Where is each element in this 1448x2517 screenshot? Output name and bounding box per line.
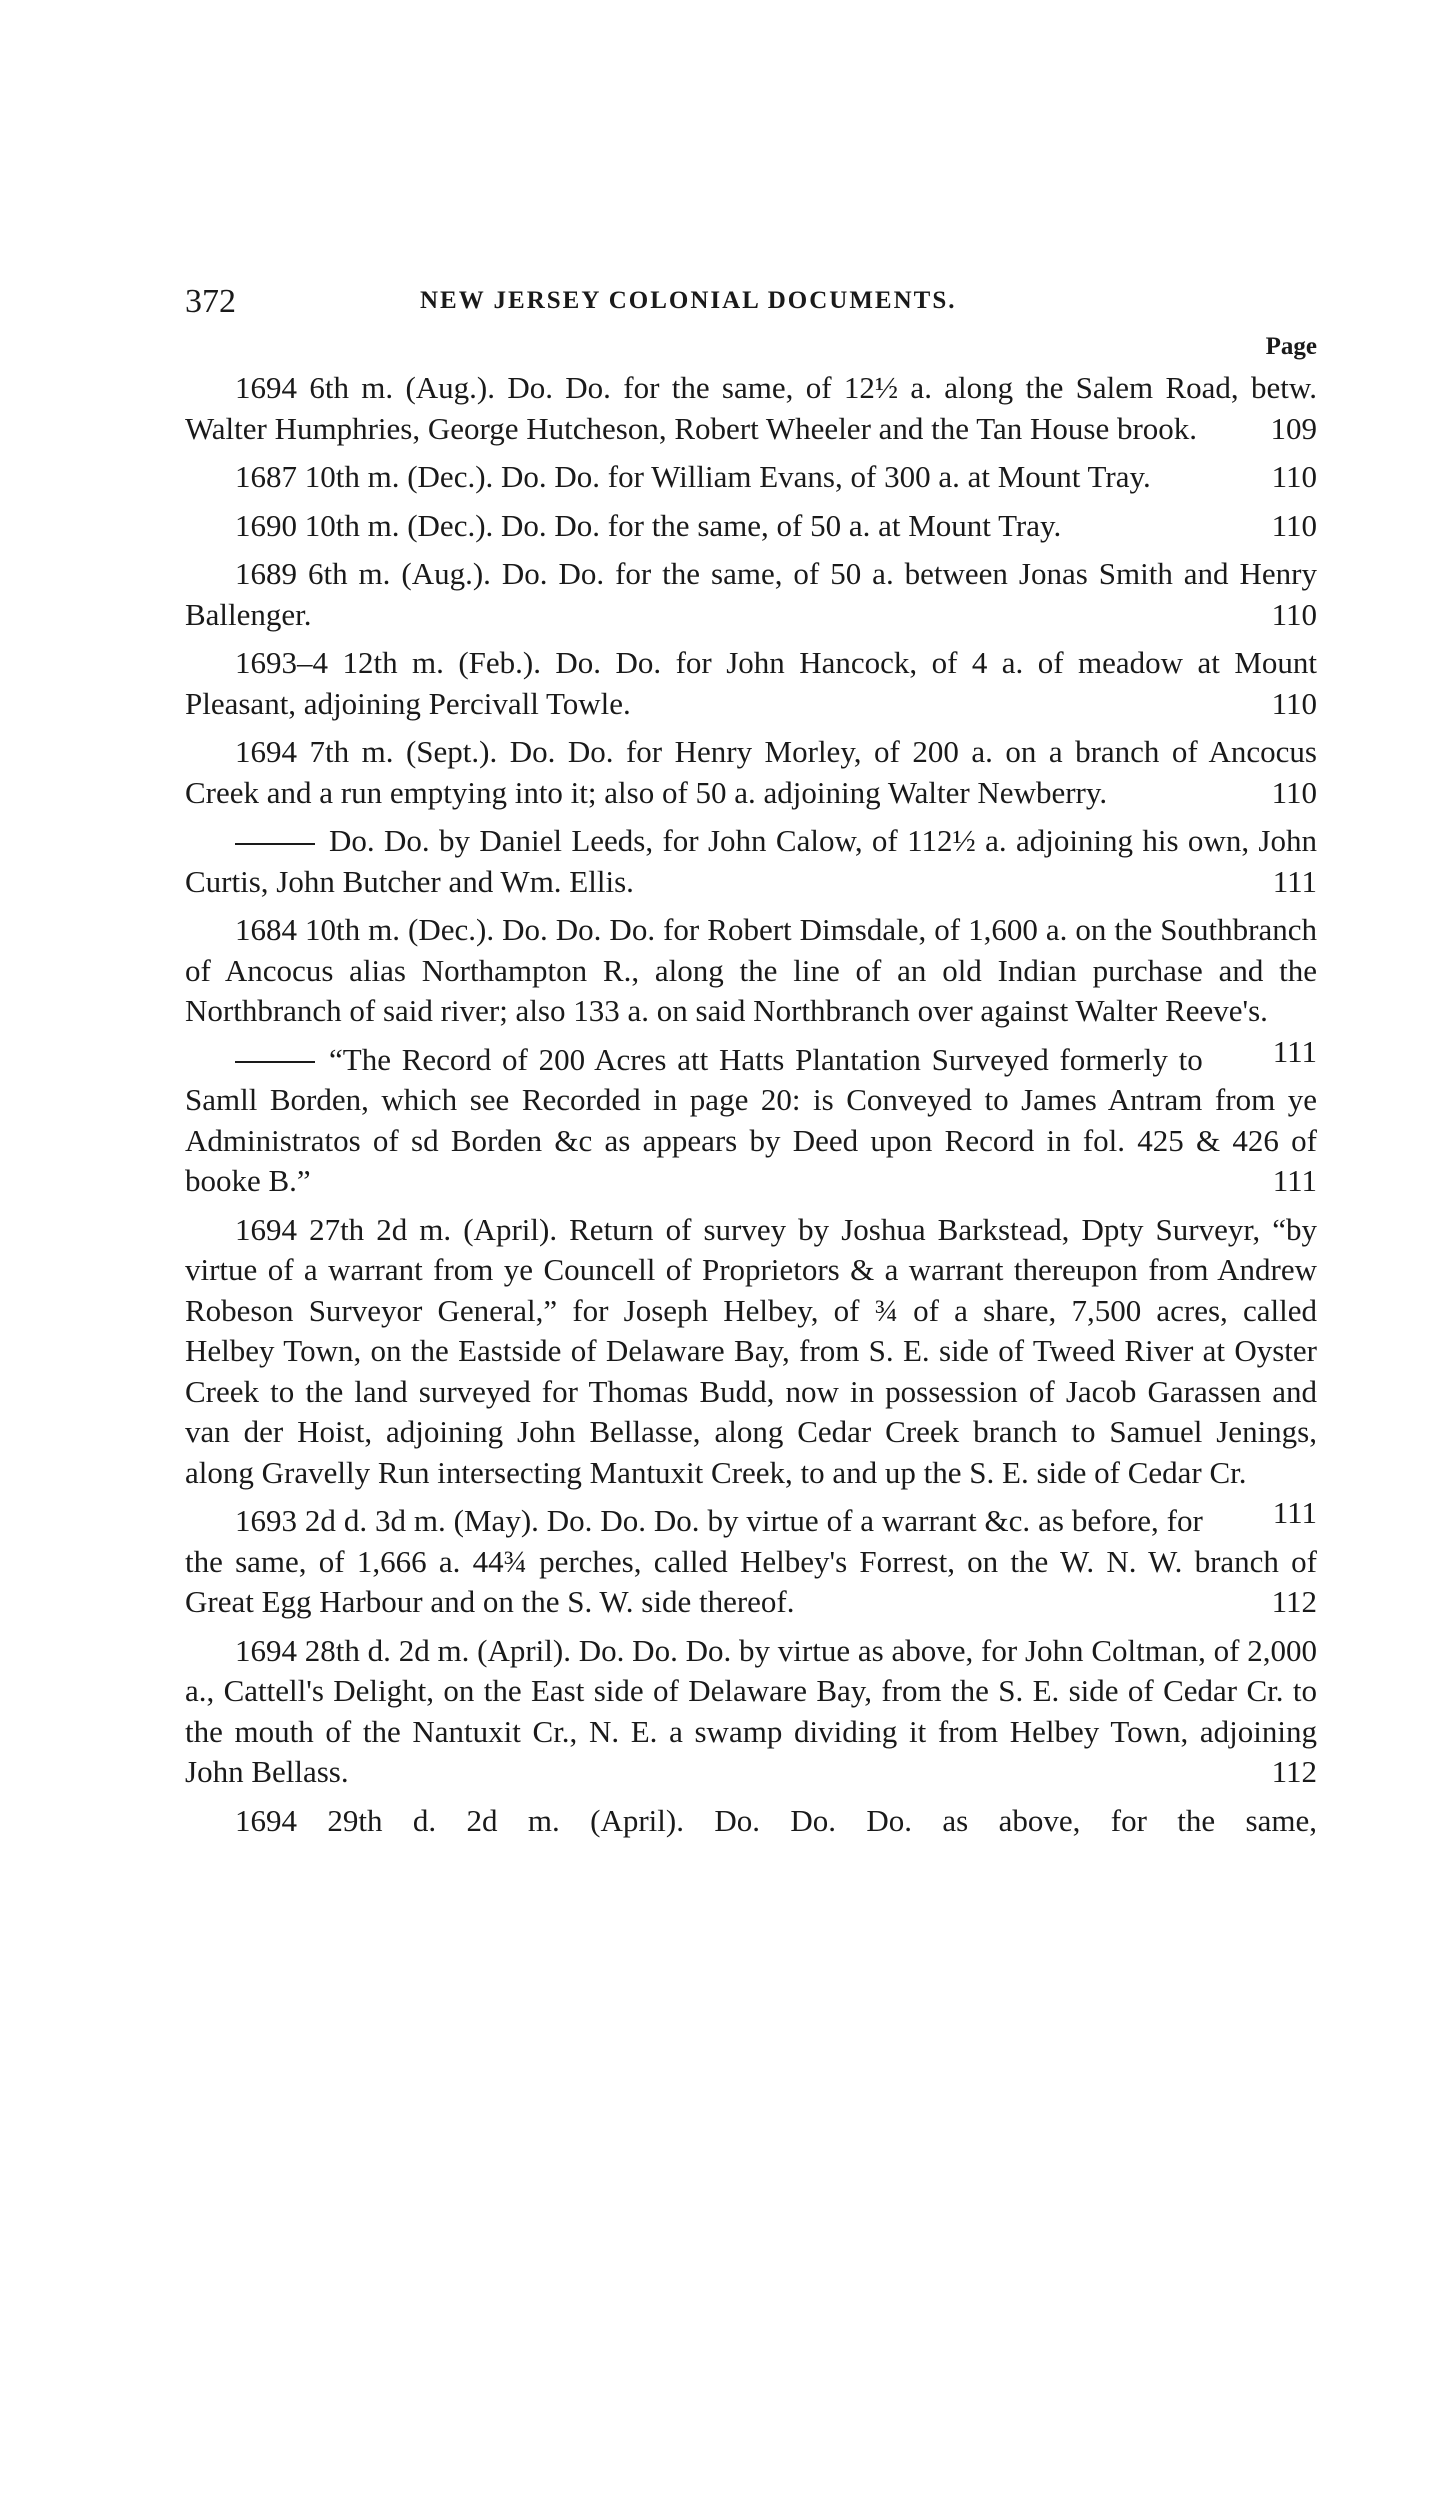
entry-text: “The Record of 200 Acres att Hatts Plantation Surveyed formerly to Samll Borden, which see Recorded in page 20: is Conveyed to James Antram from ye Administratos of sd Borden &c as appears by Deed upon Record in fol. 425 & 426 of booke B.” — [185, 1041, 1317, 1198]
entry-text: 1694 28th d. 2d m. (April). Do. Do. Do. by virtue as above, for John Coltman, of 2,000 a., Cattell's Delight, on the East side of Delaware Bay, from the S. E. side of Cedar Cr. to the mouth of the Nantuxit Cr., N. E. a swamp dividing it from Helbey Town, adjoining John Bellass. — [185, 1632, 1317, 1789]
entry-text: 1694 7th m. (Sept.). Do. Do. for Henry Morley, of 200 a. on a branch of Ancocus Creek and a run emptying into it; also of 50 a. adjoining Walter Newberry. — [185, 734, 1317, 810]
entry-text: 1689 6th m. (Aug.). Do. Do. for the same, of 50 a. between Jonas Smith and Henry Ballenger. — [185, 556, 1317, 632]
entry-text: 1693 2d d. 3d m. (May). Do. Do. Do. by virtue of a warrant &c. as before, for the same, of 1,666 a. 44¾ perches, called Helbey's Forrest, on the W. N. W. branch of Great Egg Harbour and on the S. W. side thereof. — [185, 1503, 1317, 1619]
entry-page-reference: 111 — [1272, 1163, 1317, 1198]
entry-page-reference: 111 — [1272, 1495, 1317, 1530]
entry-page-reference: 109 — [1270, 410, 1317, 446]
ditto-dash — [235, 1061, 315, 1063]
entry-page-reference: 110 — [1271, 596, 1317, 632]
entry-text: 1690 10th m. (Dec.). Do. Do. for the same, of 50 a. at Mount Tray. — [235, 507, 1062, 543]
entry-text: Do. Do. by Daniel Leeds, for John Calow, of 112½ a. adjoining his own, John Curtis, John Butcher and Wm. Ellis. — [185, 823, 1317, 899]
entry-paragraph — [185, 457, 1317, 498]
entry-paragraph — [185, 506, 1317, 547]
page-number: 372 — [185, 283, 236, 320]
entry-paragraph — [185, 1801, 1317, 1842]
entry-page-reference: 112 — [1271, 1584, 1317, 1619]
entry-page-reference: 110 — [1271, 685, 1317, 721]
entry-paragraph — [185, 554, 1317, 635]
entry-text: 1694 29th d. 2d m. (April). Do. Do. Do. as above, for the same, — [235, 1802, 1317, 1838]
entry-paragraph — [185, 1210, 1317, 1530]
page-column-label: Page — [1265, 333, 1317, 360]
entry-page-reference: 112 — [1271, 1754, 1317, 1789]
entry-text: 1693–4 12th m. (Feb.). Do. Do. for John Hancock, of 4 a. of meadow at Mount Pleasant, adjoining Percivall Towle. — [185, 645, 1317, 721]
running-head: NEW JERSEY COLONIAL DOCUMENTS. — [420, 287, 957, 314]
entry-paragraph — [185, 732, 1317, 813]
entry-paragraph — [185, 1040, 1317, 1202]
entry-page-reference: 111 — [1272, 1033, 1317, 1069]
entry-text: 1694 27th 2d m. (April). Return of survey by Joshua Barkstead, Dpty Surveyr, “by virtue of a warrant from ye Councell of Proprietors & a warrant thereupon from Andrew Robeson Surveyor General,” for Joseph Helbey, of ¾ of a share, 7,500 acres, called Helbey Town, on the Eastside of Delaware Bay, from S. E. side of Tweed River at Oyster Creek to the land surveyed for Thomas Budd, now in possession of Jacob Garassen and van der Hoist, adjoining John Bellasse, along Cedar Creek branch to Samuel Jenings, along Gravelly Run intersecting Mantuxit Creek, to and up the S. E. side of Cedar Cr. — [185, 1211, 1317, 1490]
entry-text: 1687 10th m. (Dec.). Do. Do. for William Evans, of 300 a. at Mount Tray. — [235, 459, 1151, 494]
entry-text: 1694 6th m. (Aug.). Do. Do. for the same, of 12½ a. along the Salem Road, betw. Walter Humphries, George Hutcheson, Robert Wheeler and the Tan House brook. — [185, 370, 1317, 446]
page-header — [185, 283, 1317, 360]
entry-page-reference: 110 — [1271, 507, 1317, 543]
entry-paragraph — [185, 910, 1317, 1069]
entry-paragraph — [185, 1501, 1317, 1623]
entry-text: 1684 10th m. (Dec.). Do. Do. Do. for Robert Dimsdale, of 1,600 a. on the Southbranch of Ancocus alias Northampton R., along the line of an old Indian purchase and the Northbranch of said river; also 133 a. on said Northbranch over against Walter Reeve's. — [185, 912, 1317, 1028]
entry-paragraph — [185, 368, 1317, 449]
entry-page-reference: 110 — [1271, 459, 1317, 494]
entry-page-reference: 110 — [1271, 774, 1317, 810]
entry-paragraph — [185, 643, 1317, 724]
entry-paragraph — [185, 1631, 1317, 1793]
ditto-dash — [235, 843, 315, 845]
entry-page-reference: 111 — [1272, 863, 1317, 899]
entry-paragraph — [185, 821, 1317, 902]
entries-list — [185, 368, 1317, 1849]
